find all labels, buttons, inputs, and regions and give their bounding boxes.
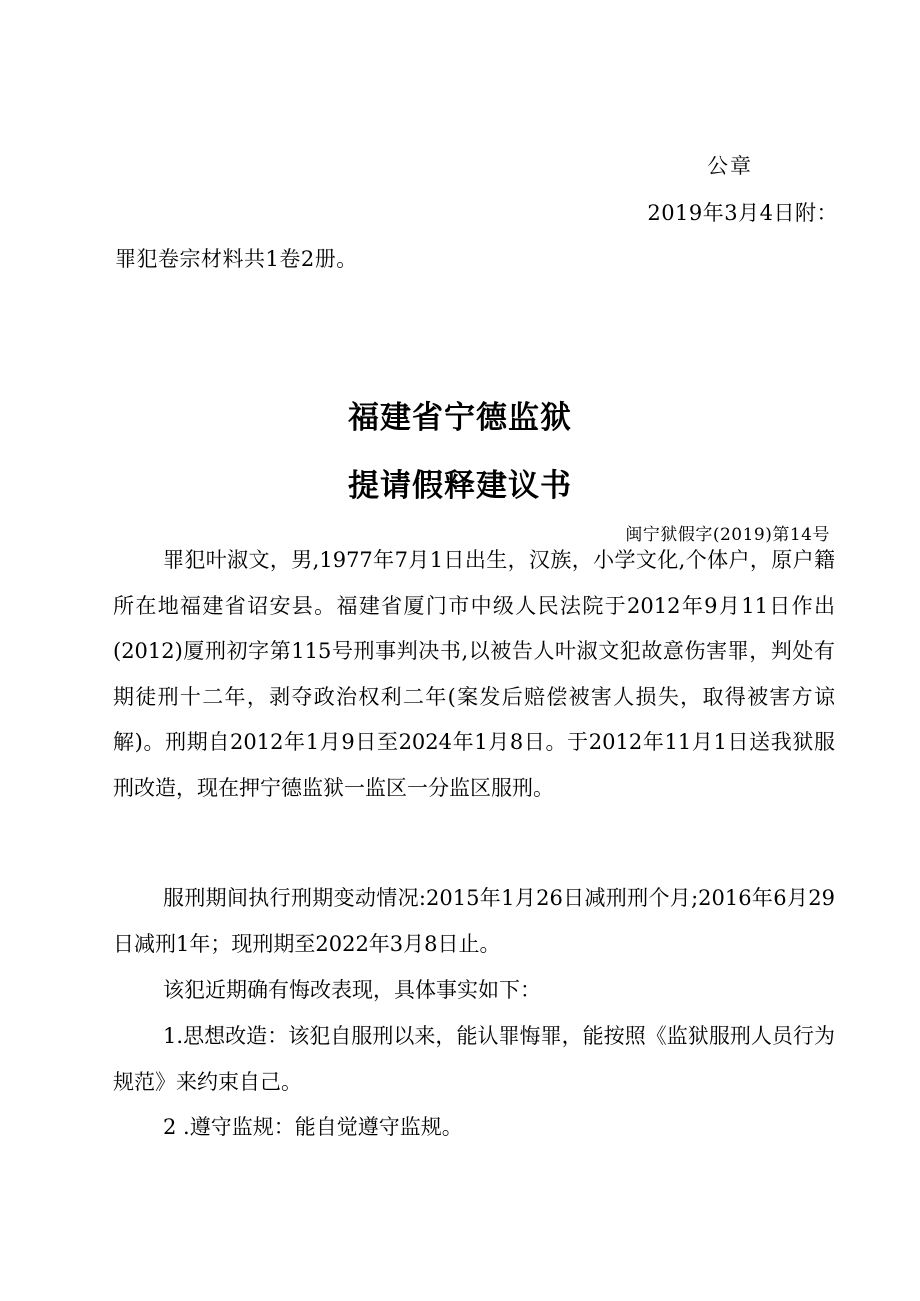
- paragraph-repentance-intro: 该犯近期确有悔改表现，具体事实如下：: [163, 978, 541, 1002]
- seal-label: 公章: [707, 154, 753, 178]
- institution-title: 福建省宁德监狱: [348, 400, 572, 436]
- paragraph-ideological-reform: 1.思想改造：该犯自服刑以来，能认罪悔罪，能按照《监狱服刑人员行为规范》来约束自己。: [113, 1024, 835, 1094]
- date-attachment-line: 2019年3月4日附：: [647, 201, 838, 225]
- document-number: 闽宁狱假字(2019)第14号: [625, 525, 830, 545]
- paragraph-sentence-changes: 服刑期间执行刑期变动情况:2015年1月26日减刑刑个月;2016年6月29日减刑1年；现刑期至2022年3月8日止。: [113, 886, 835, 956]
- paragraph-criminal-info: 罪犯叶淑文，男,1977年7月1日出生，汉族，小学文化,个体户，原户籍所在地福建省诏安县。福建省厦门市中级人民法院于2012年9月11日作出(2012)厦刑初字第115号刑事判决书,以被告人叶淑文犯故意伤害罪，判处有期徒刑十二年，剥夺政治权利二年(案发后赔偿被害人损失，取得被害方谅解)。刑期自2012年1月9日至2024年1月8日。于2012年11月1日送我狱服刑改造，现在押宁德监狱一监区一分监区服刑。: [113, 548, 835, 800]
- document-title: 提请假释建议书: [348, 468, 572, 504]
- attachment-note: 罪犯卷宗材料共1卷2册。: [115, 247, 358, 271]
- paragraph-rule-compliance: 2 .遵守监规：能自觉遵守监规。: [163, 1115, 463, 1139]
